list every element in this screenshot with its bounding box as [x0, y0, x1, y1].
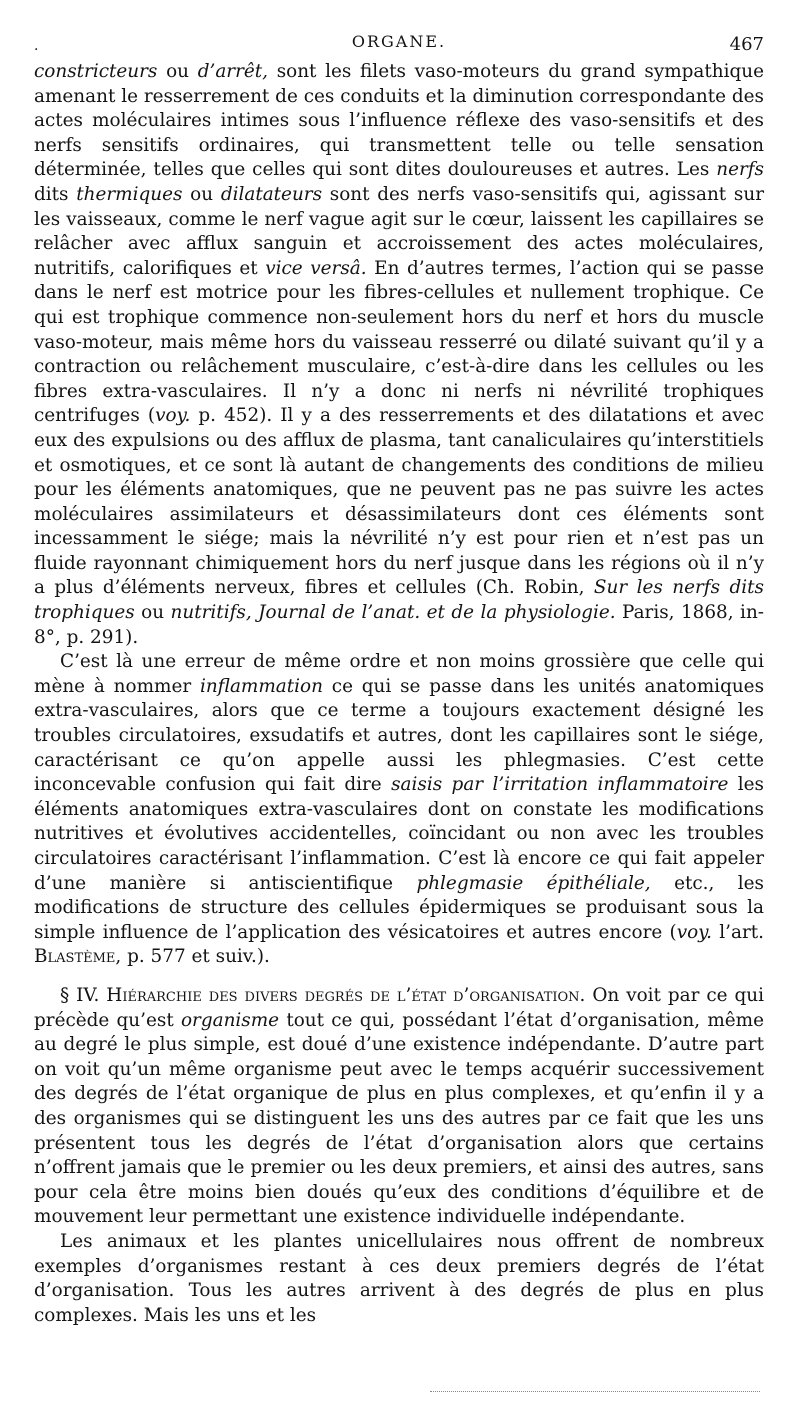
section-number: § IV.	[60, 984, 107, 1006]
text-italic: organisme	[180, 1009, 280, 1031]
paragraph-inflammation	[34, 650, 764, 970]
section-heading: Hiérarchie des divers degrés de l’état d’organisation.	[106, 984, 586, 1006]
text-italic: thermiques	[76, 183, 183, 205]
text-italic: phlegmasie épithéliale,	[416, 872, 651, 894]
text-italic: nutritifs, Journal de l’anat. et de la physiologie.	[170, 602, 616, 624]
text-run: , p. 577 et suiv.).	[115, 946, 270, 968]
text-run: En d’autres termes, l’action qui se passe dans le nerf est motrice pour les fibres-cellules et nullement trophique. Ce qui est trophique commence non-seulement hors du nerf et hors du muscle vaso-moteur, mais même hors du vaisseau resserré ou dilaté suivant qu’il y a contraction ou relâchement musculaire, c’est-à-dire dans les cellules ou les fibres extra-vasculaires. Il n’y a donc ni nerfs ni névrilité trophiques centrifuges (	[34, 257, 764, 427]
text-smallcaps: Blastème	[34, 946, 116, 968]
text-run: sont des nerfs vaso-sensitifs qui, agissant sur les vaisseaux, comme le nerf vague agit sur le cœur, laissent les capillaires se relâcher avec afflux sanguin et accroissement des actes moléculaires, nutritifs, calorifiques et	[34, 183, 764, 279]
page-header	[34, 28, 764, 56]
text-run: Paris, 1868, in-8°, p. 291).	[34, 602, 764, 648]
text-run: ou	[182, 183, 221, 205]
paragraph-unicellulaires	[34, 1230, 764, 1328]
text-italic: inflammation	[199, 675, 323, 697]
text-italic: saisis par l’irritation inflammatoire	[391, 774, 729, 796]
text-italic: Sur les nerfs dits trophiques	[34, 577, 764, 624]
page-number: 467	[729, 34, 764, 55]
text-italic: d’arrêt,	[197, 61, 268, 82]
text-run: On voit par ce qui précède qu’est	[34, 984, 764, 1031]
text-run: ou	[157, 61, 198, 82]
paragraph-continuation	[34, 60, 764, 650]
bottom-rule	[430, 1391, 760, 1393]
text-italic: vice versâ.	[265, 257, 367, 279]
text-italic: voy.	[155, 405, 191, 427]
text-run: ou	[134, 602, 171, 624]
text-italic: constricteurs	[34, 61, 158, 82]
text-run: sont les filets vaso-moteurs du grand sympathique amenant le resserrement de ces conduits et la diminution correspondante des actes moléculaires intimes sous l’influence réflexe des vaso-sensitifs et des nerfs sensitifs ordinaires, qui transmettent telle ou telle sensation déterminée, telles que celles qui sont dites douloureuses et autres. Les	[34, 61, 765, 181]
text-run: Les animaux et les plantes unicellulaires nous offrent de nombreux exemples d’organismes restant à ces deux premiers degrés de l’état d’organisation. Tous les autres arrivent à des degrés de plus en plus complexes. Mais les uns et les	[34, 1230, 764, 1326]
section-iv-paragraph	[34, 984, 764, 1230]
text-run: C’est là une erreur de même ordre et non moins grossière que celle qui mène à nommer	[34, 651, 764, 697]
margin-mark: .	[34, 38, 39, 54]
text-run: dits	[34, 183, 77, 205]
text-run: les éléments anatomiques extra-vasculaires dont on constate les modifications nutritives et évolutives accidentelles, coïncidant ou non avec les troubles circulatoires caractérisant l’inflammation. C’est là encore ce qui fait appeler d’une manière si antiscientifique	[34, 774, 764, 894]
text-italic: dilatateurs	[220, 183, 323, 205]
text-italic: voy.	[676, 921, 712, 943]
text-run: tout ce qui, possédant l’état d’organisation, même au degré le plus simple, est doué d’une existence indépendante. D’autre part on voit qu’un même organisme peut avec le temps acquérir successivement des degrés de l’état organique de plus en plus complexes, et qu’enfin il y a des organismes qui se distinguent les uns des autres par ce fait que les uns présentent tous les degrés de l’état d’organisation alors que certains n’offrent jamais que le premier ou les deux premiers, et ainsi des autres, sans pour cela être moins bien doués qu’eux des conditions d’équilibre et de mouvement leur permettant une existence individuelle indépendante.	[34, 1009, 764, 1228]
text-italic: nerfs	[716, 159, 764, 181]
running-title: ORGANE.	[351, 32, 447, 51]
text-run: p. 452). Il y a des resserrements et des dilatations et avec eux des expulsions ou des afflux de plasma, tant canaliculaires qu’interstitiels et osmotiques, et ce sont là autant de changements des conditions de milieu pour les éléments anatomiques, que ne peuvent pas ne pas suivre les actes moléculaires assimilateurs et désassimilateurs dont ces éléments sont incessamment le siége; mais la névrilité n’y est pour rien et n’est pas un fluide rayonnant chimiquement hors du nerf jusque dans les régions où il n’y a plus d’éléments nerveux, fibres et cellules (Ch. Robin,	[34, 405, 764, 599]
text-run: etc., les modifications de structure des cellules épidermiques se produisant sous la simple influence de l’application des vésicatoires et autres encore (	[34, 872, 764, 943]
text-run: l’art.	[711, 921, 764, 943]
text-run: ce qui se passe dans les unités anatomiques extra-vasculaires, alors que ce terme a toujours exactement désigné les troubles circulatoires, exsudatifs et autres, dont les capillaires sont le siége, caractérisant ce qu’on appelle aussi les phlegmasies. C’est cette inconcevable confusion qui fait dire	[34, 675, 765, 796]
